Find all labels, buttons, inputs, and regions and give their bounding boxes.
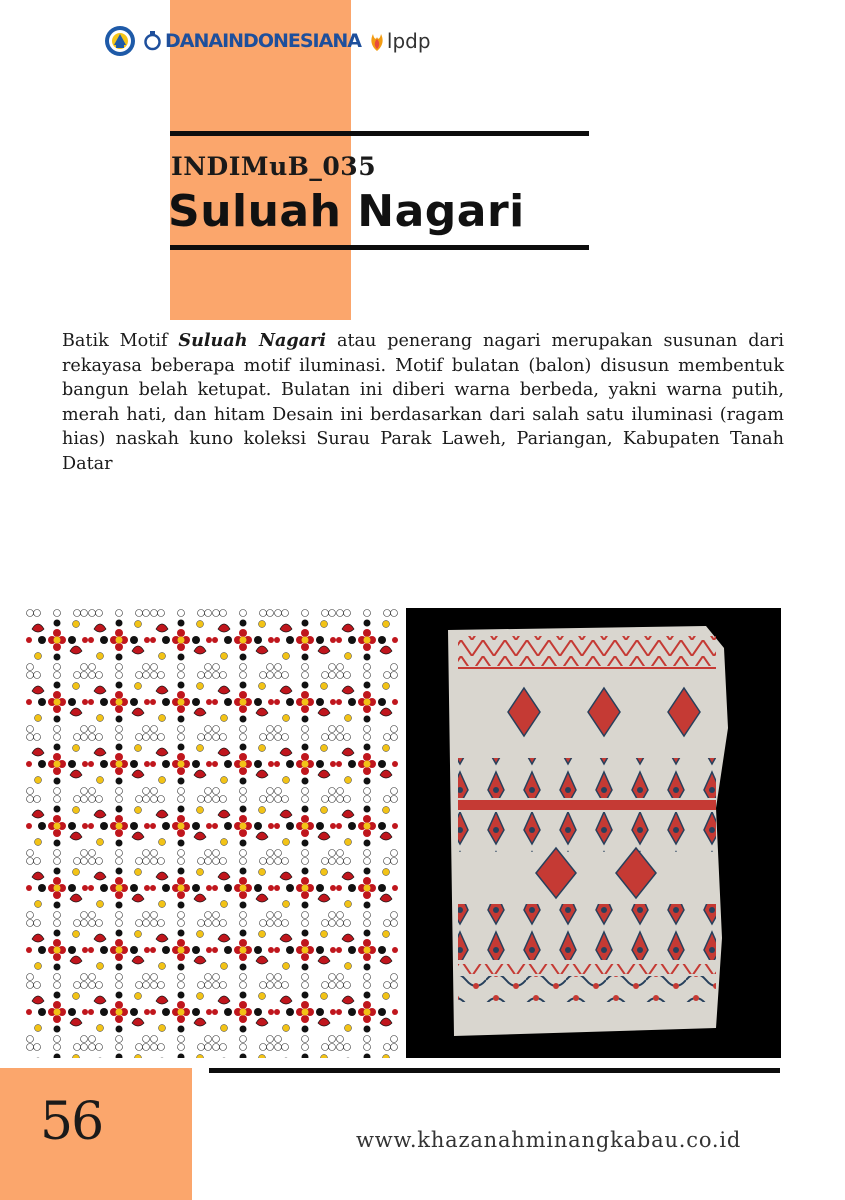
motif-name: Suluah Nagari [178, 330, 327, 351]
title-top-rule [170, 131, 589, 136]
batik-motif-pattern [26, 609, 398, 1058]
dana-indonesiana-label: DANAINDONESIANA [165, 30, 361, 52]
entry-title: Suluah Nagari [168, 186, 525, 237]
lpdp-logo [369, 29, 431, 53]
dana-indonesiana-logo [144, 30, 361, 52]
lpdp-label: lpdp [386, 29, 431, 53]
lpdp-flame-icon [369, 31, 385, 51]
description-paragraph [62, 329, 784, 476]
entry-code: INDIMuB_035 [171, 152, 377, 181]
manuscript-illumination-photo [406, 608, 781, 1058]
description-rest: atau penerang nagari merupakan susunan dari rekayasa beberapa motif iluminasi. Motif bulatan (balon) disusun membentuk bangun belah ketupat. Bulatan ini diberi warna berbeda, yakni warna putih, merah hati, dan hitam Desain ini berdasarkan dari salah satu iluminasi (ragam hias) naskah kuno koleksi Surau Parak Laweh, Pariangan, Kabupaten Tanah Datar [62, 331, 785, 474]
kemdikbud-emblem-icon [104, 25, 136, 57]
website-url: www.khazanahminangkabau.co.id [356, 1128, 742, 1152]
description-lead: Batik Motif [62, 331, 168, 351]
footer-rule [209, 1068, 780, 1073]
page-number: 56 [40, 1092, 103, 1152]
title-bottom-rule [170, 245, 589, 250]
sponsor-logos [104, 24, 431, 58]
dana-indonesiana-pin-icon [144, 31, 161, 52]
